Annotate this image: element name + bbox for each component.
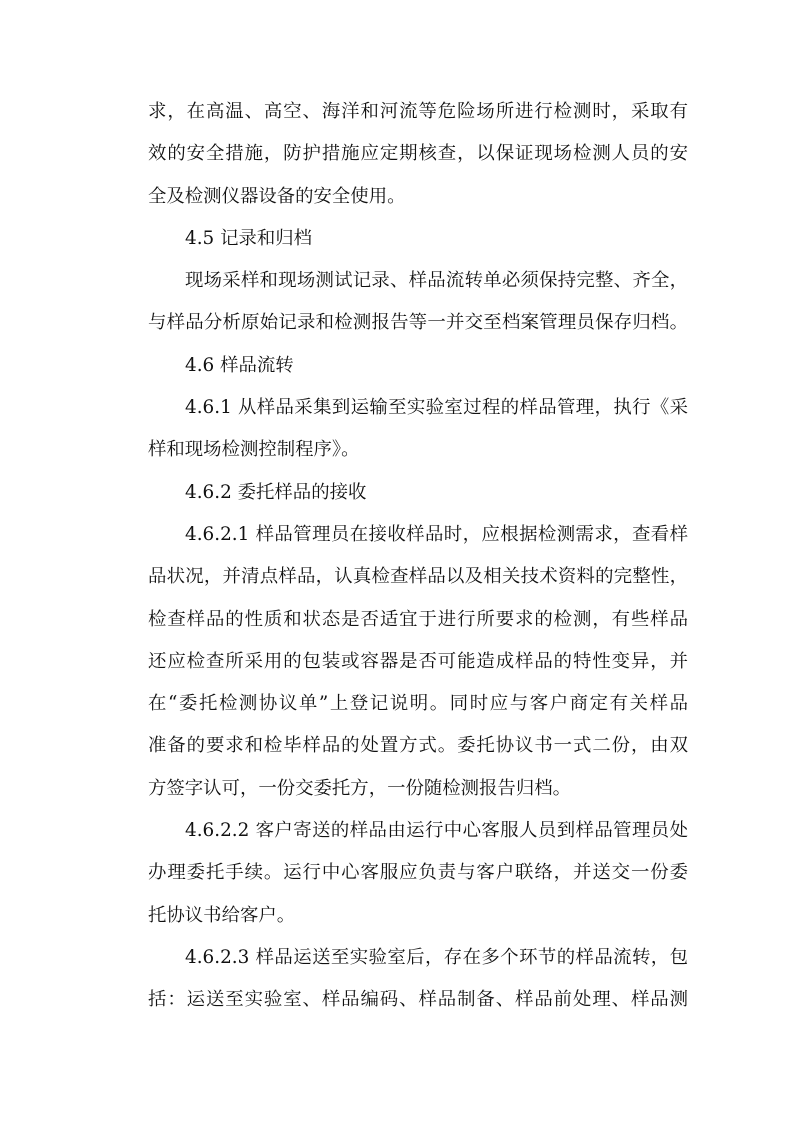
text-line: 括：运送至实验室、样品编码、样品制备、样品前处理、样品测 <box>148 989 688 1011</box>
text-line: 求，在高温、高空、海洋和河流等危险场所进行检测时，采取有 <box>148 101 688 122</box>
section-heading-4-5: 4.5 记录和归档 <box>185 227 313 249</box>
section-heading-4-6: 4.6 样品流转 <box>185 354 294 376</box>
text-line: 样和现场检测控制程序》。 <box>148 439 360 461</box>
text-line: 效的安全措施，防护措施应定期核查，以保证现场检测人员的安 <box>148 143 688 165</box>
text-line: 检查样品的性质和状态是否适宜于进行所要求的检测，有些样品 <box>148 608 688 630</box>
text-line: 4.6.2.1 样品管理员在接收样品时，应根据检测需求，查看样 <box>185 523 688 545</box>
text-line: 4.6.2.3 样品运送至实验室后，存在多个环节的样品流转，包 <box>185 946 688 968</box>
text-line: 4.6.1 从样品采集到运输至实验室过程的样品管理，执行《采 <box>185 397 688 419</box>
document-body <box>148 91 688 1022</box>
text-line: 托协议书给客户。 <box>148 904 296 926</box>
text-line: 还应检查所采用的包装或容器是否可能造成样品的特性变异，并 <box>148 650 688 672</box>
text-line: 准备的要求和检毕样品的处置方式。委托协议书一式二份，由双 <box>148 735 688 757</box>
text-line: 办理委托手续。运行中心客服应负责与客户联络，并送交一份委 <box>148 862 688 884</box>
text-line: 与样品分析原始记录和检测报告等一并交至档案管理员保存归档。 <box>148 312 688 334</box>
section-heading-4-6-2: 4.6.2 委托样品的接收 <box>185 481 367 503</box>
text-line: 方签字认可，一份交委托方，一份随检测报告归档。 <box>148 777 571 799</box>
text-line: 4.6.2.2 客户寄送的样品由运行中心客服人员到样品管理员处 <box>185 820 688 842</box>
text-line: 品状况，并清点样品，认真检查样品以及相关技术资料的完整性， <box>148 566 688 588</box>
text-line: 全及检测仪器设备的安全使用。 <box>148 185 406 207</box>
text-line: 现场采样和现场测试记录、样品流转单必须保持完整、齐全， <box>185 270 688 292</box>
text-line: 在“委托检测协议单”上登记说明。同时应与客户商定有关样品 <box>148 693 688 715</box>
